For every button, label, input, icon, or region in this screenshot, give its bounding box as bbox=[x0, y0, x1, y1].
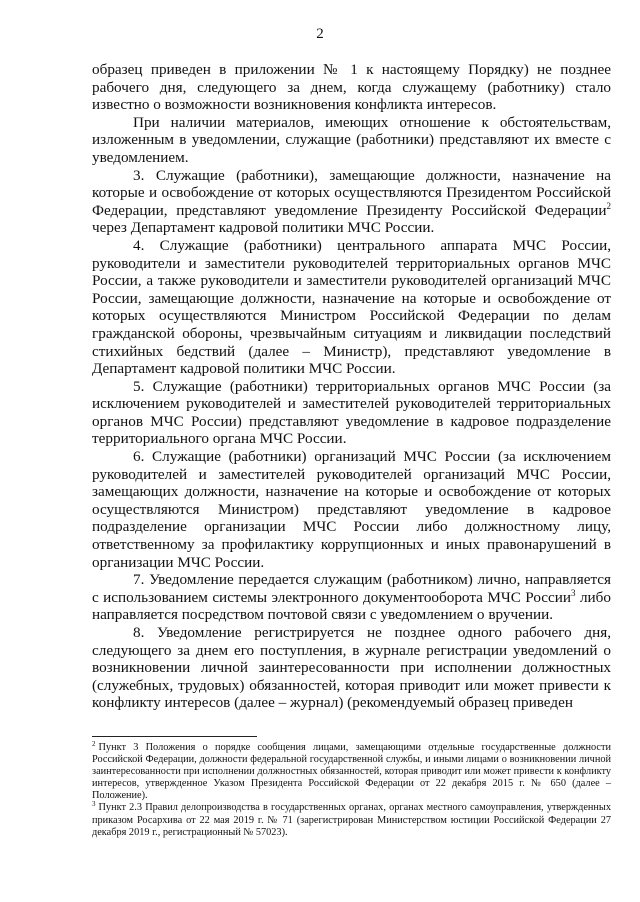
body-text bbox=[92, 61, 611, 712]
footnote-2 bbox=[92, 739, 611, 802]
paragraph-item-7-text: 7. Уведомление передается служащим (работником) лично, направляется с использованием системы электронного документооборота МЧС России bbox=[92, 571, 611, 606]
paragraph-item-3 bbox=[92, 167, 611, 237]
paragraph-continuation: образец приведен в приложении № 1 к настоящему Порядку) не позднее рабочего дня, следующего за днем, когда служащему (работнику) стало известно о возможности возникновения конфликта интересов. bbox=[92, 61, 611, 114]
paragraph-item-6: 6. Служащие (работники) организаций МЧС России (за исключением руководителей и заместителей руководителей организаций МЧС России, замещающих должности, назначение на которые и освобождение от которых осуществляются Министром) представляют уведомление в кадровое подразделение организации МЧС России либо должностному лицу, ответственному за профилактику коррупционных и иных правонарушений в организации МЧС России. bbox=[92, 448, 611, 571]
footnote-ref-3: 3 bbox=[571, 587, 576, 598]
footnote-separator bbox=[92, 736, 257, 737]
paragraph-item-5: 5. Служащие (работники) территориальных органов МЧС России (за исключением руководителей и заместителей руководителей территориальных органов МЧС России) представляют уведомление в кадровое подразделение территориального органа МЧС России. bbox=[92, 377, 611, 448]
footnote-3 bbox=[92, 802, 611, 838]
paragraph-item-3-text: 3. Служащие (работники), замещающие должности, назначение на которые и освобождение от которых осуществляются Президентом Российской Федерации, представляют уведомление Президенту Российской Федерации bbox=[92, 166, 611, 219]
footnote-2-text: Пункт 3 Положения о порядке сообщения лицами, замещающими отдельные государственные должности Российской Федерации, должности федеральной государственной службы, и иными лицами о возникновении личной заинтересованности при исполнении должностных обязанностей, которая приводит или может привести к конфликту интересов, утвержденное Указом Президента Российской Федерации от 22 декабря 2015 г. № 650 (далее – Положение). bbox=[92, 742, 611, 802]
paragraph-materials: При наличии материалов, имеющих отношение к обстоятельствам, изложенным в уведомлении, служащие (работники) представляют их вместе с уведомлением. bbox=[92, 113, 611, 166]
footnotes bbox=[92, 739, 611, 839]
footnote-3-text: Пункт 2.3 Правил делопроизводства в государственных органах, органах местного самоуправления, утвержденных приказом Росархива от 22 мая 2019 г. № 71 (зарегистрирован Министерством юстиции Российской Федерации 27 декабря 2019 г., регистрационный № 57023). bbox=[92, 802, 611, 838]
paragraph-item-3-text-cont: через Департамент кадровой политики МЧС России. bbox=[92, 219, 435, 237]
footnote-3-mark: 3 bbox=[92, 800, 96, 809]
paragraph-item-7 bbox=[92, 571, 611, 624]
footnote-ref-2: 2 bbox=[606, 200, 611, 211]
paragraph-item-7-text-cont: либо направляется посредством почтовой связи с уведомлением о вручении. bbox=[92, 588, 611, 624]
paragraph-item-8: 8. Уведомление регистрируется не позднее одного рабочего дня, следующего за днем его поступления, в журнале регистрации уведомлений о возникновении личной заинтересованности при исполнении должностных (служебных, трудовых) обязанностей, которая приводит или может привести к конфликту интересов (далее – журнал) (рекомендуемый образец приведен bbox=[92, 624, 611, 712]
paragraph-item-4: 4. Служащие (работники) центрального аппарата МЧС России, руководители и заместители руководителей территориальных органов МЧС России, а также руководители и заместители руководителей организаций МЧС России, замещающие должности, назначение на которые и освобождение от которых осуществляются Министром Российской Федерации по делам гражданской обороны, чрезвычайным ситуациям и ликвидации последствий стихийных бедствий (далее – Министр), представляют уведомление в Департамент кадровой политики МЧС России. bbox=[92, 236, 611, 378]
footnote-2-mark: 2 bbox=[92, 739, 96, 748]
page-number: 2 bbox=[316, 26, 324, 42]
